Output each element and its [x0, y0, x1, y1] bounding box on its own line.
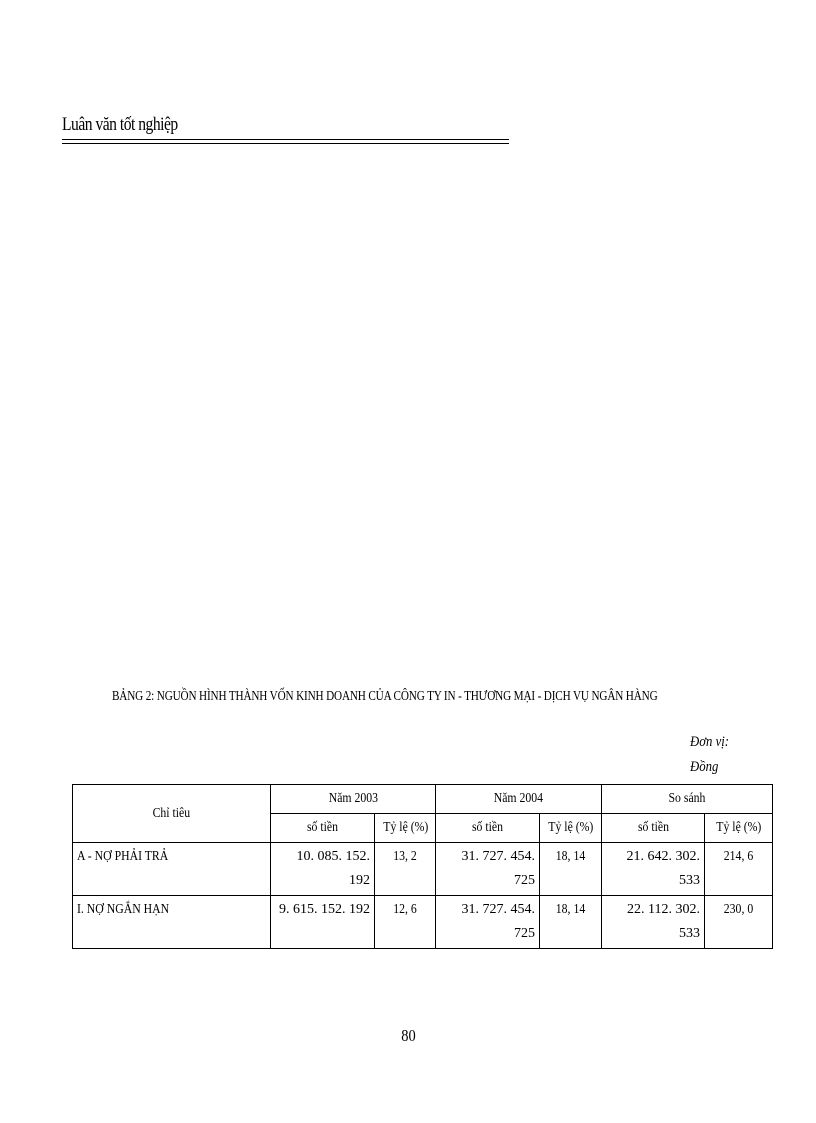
header-comparison: So sánh [602, 785, 773, 814]
subheader-ratio-2004: Tỷ lệ (%) [540, 814, 602, 843]
cell-ratio-2003: 13, 2 [375, 843, 436, 896]
row-label: I. NỢ NGẮN HẠN [73, 896, 271, 949]
cell-ratio-comparison: 214, 6 [705, 843, 773, 896]
subheader-ratio-2003: Tỷ lệ (%) [375, 814, 436, 843]
cell-ratio-2004: 18, 14 [540, 843, 602, 896]
table-row [73, 896, 773, 949]
cell-ratio-2004: 18, 14 [540, 896, 602, 949]
table-row [73, 843, 773, 896]
header-rule-bottom [62, 143, 509, 144]
unit-label [690, 730, 741, 780]
capital-sources-table [72, 784, 773, 949]
header-year-2004: Năm 2004 [436, 785, 602, 814]
cell-ratio-comparison: 230, 0 [705, 896, 773, 949]
row-label: A - NỢ PHẢI TRẢ [73, 843, 271, 896]
subheader-ratio-comparison: Tỷ lệ (%) [705, 814, 773, 843]
subheader-amount-2003: số tiền [271, 814, 375, 843]
subheader-amount-2004: số tiền [436, 814, 540, 843]
page-header-title: Luân văn tốt nghiệp [62, 114, 178, 135]
cell-amount-2003: 10. 085. 152. 192 [271, 843, 375, 896]
header-year-2003: Năm 2003 [271, 785, 436, 814]
header-chitieu: Chỉ tiêu [73, 785, 271, 843]
page-number: 80 [400, 1026, 416, 1045]
table-caption: BẢNG 2: NGUỒN HÌNH THÀNH VỐN KINH DOANH CỦA CÔNG TY IN - THƯƠNG MẠI - DỊCH VỤ NGÂN HÀNG [112, 689, 658, 704]
cell-ratio-2003: 12, 6 [375, 896, 436, 949]
unit-line-1: Đơn vị: [690, 734, 730, 750]
unit-line-2: Đồng [690, 759, 719, 775]
cell-amount-comparison: 22. 112. 302. 533 [602, 896, 705, 949]
cell-amount-comparison: 21. 642. 302. 533 [602, 843, 705, 896]
cell-amount-2003: 9. 615. 152. 192 [271, 896, 375, 949]
cell-amount-2004: 31. 727. 454. 725 [436, 896, 540, 949]
header-rule-top [62, 139, 509, 140]
subheader-amount-comparison: số tiền [602, 814, 705, 843]
table-header-row [73, 785, 773, 814]
cell-amount-2004: 31. 727. 454. 725 [436, 843, 540, 896]
